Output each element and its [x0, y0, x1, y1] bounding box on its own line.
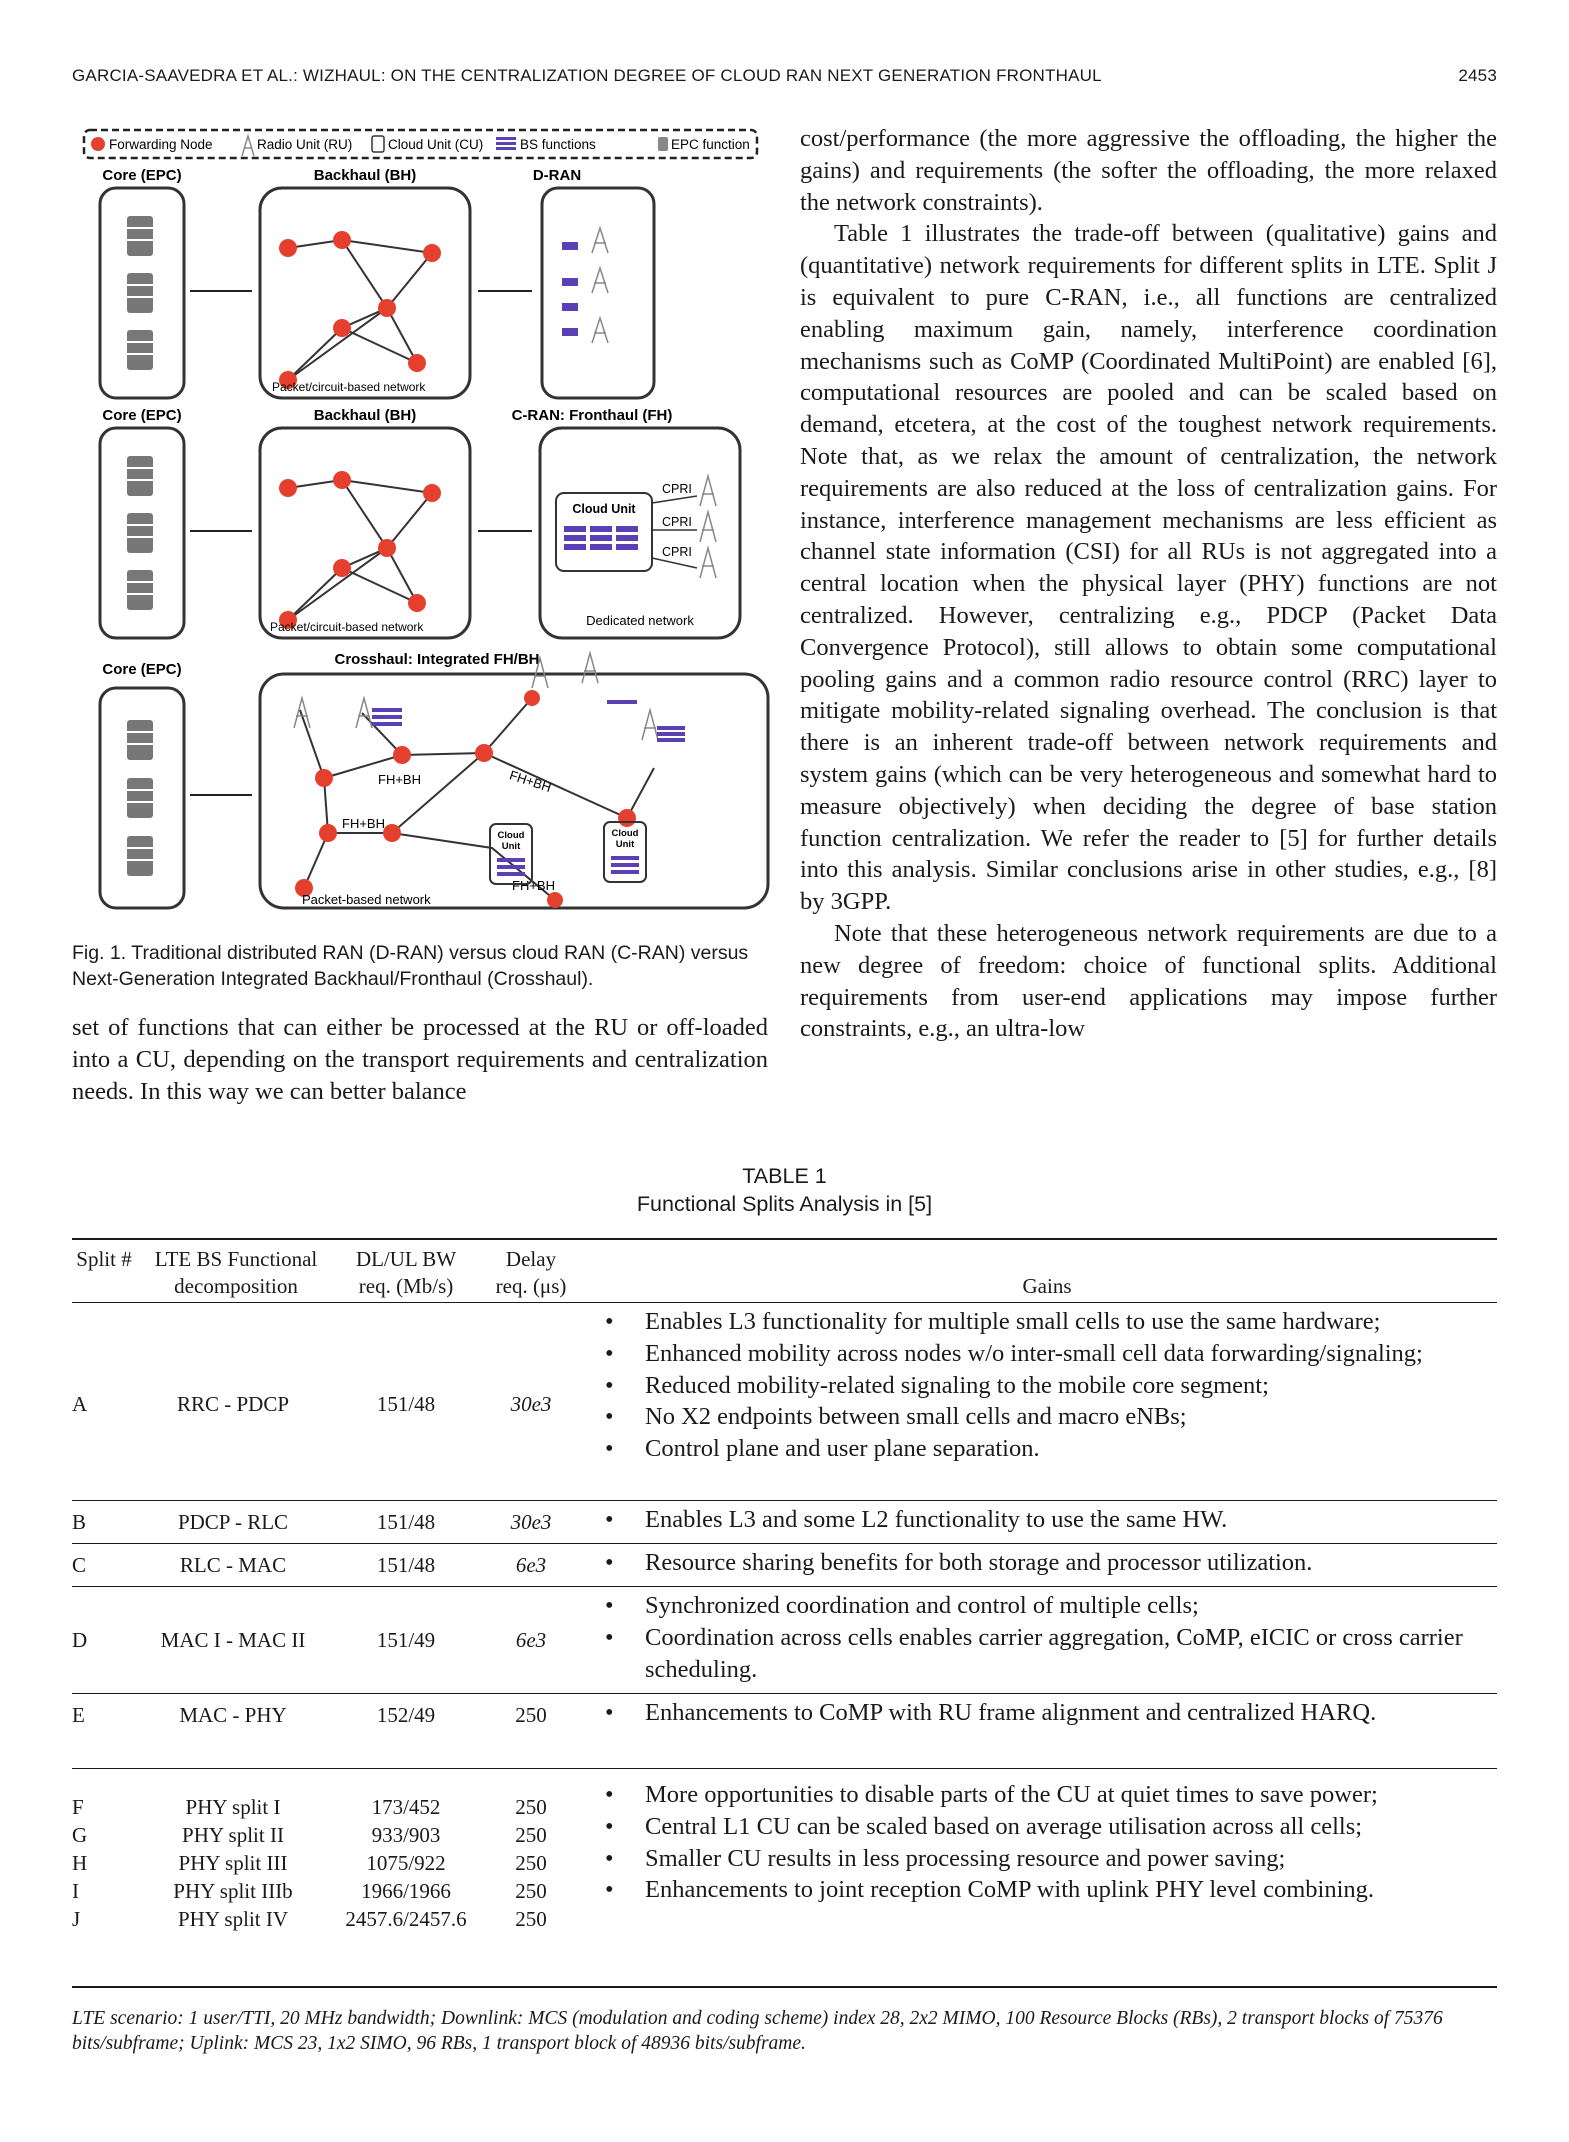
right-paragraph-1: cost/performance (the more aggressive the offloading, the higher the gains) and requirements (the softer the offloading, the more relaxed the network constraints).	[800, 125, 1497, 216]
svg-text:EPC function: EPC function	[671, 137, 750, 152]
svg-text:Forwarding Node: Forwarding Node	[109, 137, 213, 152]
gain-item: • Smaller CU results in less processing resource and power saving;	[597, 1843, 1497, 1875]
architecture-diagram	[72, 128, 772, 928]
header-bw-1: DL/UL BW	[355, 1247, 457, 1271]
left-column	[72, 1012, 768, 1107]
header-delay-2: req. (μs)	[495, 1274, 567, 1298]
svg-text:CPRI: CPRI	[662, 515, 692, 529]
figure-1	[72, 128, 772, 928]
table-header	[72, 1240, 1497, 1303]
radio-unit-legend-icon	[242, 136, 254, 156]
table-footnote: LTE scenario: 1 user/TTI, 20 MHz bandwidth; Downlink: MCS (modulation and coding scheme) index 28, 2x2 MIMO, 100 Resource Blocks (RBs), 2 transport blocks of 75376 bits/subframe; Uplink: MCS 23, 1x2 SIMO, 96 RBs, 1 transport block of 48936 bits/subframe.	[72, 2008, 1443, 2054]
panel-d-ran	[100, 167, 654, 398]
gain-item: • Coordination across cells enables carrier aggregation, CoMP, eICIC or cross carrier scheduling.	[597, 1622, 1497, 1686]
table-label: TABLE 1	[742, 1164, 827, 1188]
gain-item: • Central L1 CU can be scaled based on average utilisation across all cells;	[597, 1811, 1497, 1843]
svg-text:CPRI: CPRI	[662, 545, 692, 559]
right-column	[800, 123, 1497, 1045]
page-number: 2453	[1458, 66, 1497, 85]
svg-text:Packet-based network: Packet-based network	[302, 892, 431, 907]
bs-functions-legend-icon	[496, 137, 516, 150]
right-paragraph-2: Table 1 illustrates the trade-off between (qualitative) gains and (quantitative) network requirements for different splits in LTE. Split J is equivalent to pure C-RAN, i.e., all functions are centralized enabling maximum gain, namely, interference coordination mechanisms such as CoMP (Coordinated MultiPoint) are enabled [6], computational resources are pooled and can be scaled based on demand, etcetera, at the cost of the toughest network requirements. Note that, as we relax the amount of centralization, the network requirements are also reduced at the loss of centralization gains. For instance, interference management mechanisms are less efficient as channel state information (CSI) for all RUs is not aggregated into a central location when the physical layer (PHY) functions are not centralized. However, centralizing e.g., PDCP (Packet Data Convergence Protocol), still allows to obtain some computational pooling gains and a common radio resource control (RRC) layer to mitigate mobility-related signaling overhead. The conclusion is that there is an inherent trade-off between network requirements and system gains (which can be very heterogeneous and somewhat hard to measure objectively) when deciding the degree of base station function centralization. We refer the reader to [5] for further details into this analysis. Similar conclusions arise in other studies, e.g., [8] by 3GPP.	[800, 220, 1497, 916]
svg-text:FH+BH: FH+BH	[512, 878, 555, 893]
svg-text:Core (EPC): Core (EPC)	[102, 167, 182, 184]
svg-text:Crosshaul: Integrated FH/BH: Crosshaul: Integrated FH/BH	[334, 651, 540, 668]
gain-item: • No X2 endpoints between small cells and macro eNBs;	[597, 1401, 1497, 1433]
right-paragraph-3: Note that these heterogeneous network requirements are due to a new degree of freedom: choice of functional splits. Additional requirements from user-end applications may impose further constraints, e.g., an ultra-low	[800, 919, 1497, 1043]
table-row: C RLC - MAC 151/48 6e3 • Resource sharing benefits for both storage and processor utilization.	[72, 1547, 1497, 1587]
table-row: A RRC - PDCP 151/48 30e3 • Enables L3 functionality for multiple small cells to use the same hardware; • Enhanced mobility across nodes w/o inter-small cell data forwarding/signaling; • Reduced mobility-related signaling to the mobile core segment; • No X2 endpoints between small cells and macro eNBs; • Control plane and user plane separation.	[72, 1306, 1497, 1501]
header-split: Split #	[76, 1247, 132, 1271]
gain-item: • More opportunities to disable parts of the CU at quiet times to save power;	[597, 1779, 1497, 1811]
figure-caption: Fig. 1. Traditional distributed RAN (D-RAN) versus cloud RAN (C-RAN) versus Next-Generation Integrated Backhaul/Fronthaul (Crosshaul).	[72, 942, 749, 990]
svg-text:FH+BH: FH+BH	[342, 816, 385, 831]
gain-item: • Synchronized coordination and control of multiple cells;	[597, 1590, 1497, 1622]
svg-text:C-RAN: Fronthaul (FH): C-RAN: Fronthaul (FH)	[511, 407, 673, 424]
running-title: GARCIA-SAAVEDRA ET AL.: WIZHAUL: ON THE CENTRALIZATION DEGREE OF CLOUD RAN NEXT GENERATION FRONTHAUL	[72, 66, 1102, 85]
svg-text:Packet/circuit-based network: Packet/circuit-based network	[272, 380, 426, 394]
svg-text:FH+BH: FH+BH	[378, 772, 421, 787]
header-func-2: decomposition	[174, 1274, 298, 1298]
table-row: D MAC I - MAC II 151/49 6e3 • Synchronized coordination and control of multiple cells; • Coordination across cells enables carrier aggregation, CoMP, eICIC or cross carrier scheduling.	[72, 1590, 1497, 1694]
table-title-block	[0, 1162, 1569, 1218]
gain-item: • Resource sharing benefits for both storage and processor utilization.	[597, 1547, 1497, 1579]
svg-text:Unit: Unit	[501, 841, 521, 852]
table-row: B PDCP - RLC 151/48 30e3 • Enables L3 and some L2 functionality to use the same HW.	[72, 1504, 1497, 1544]
header-func-1: LTE BS Functional	[154, 1247, 318, 1271]
functional-splits-table	[72, 1238, 1497, 1988]
svg-text:Packet/circuit-based network: Packet/circuit-based network	[270, 620, 424, 634]
gain-item: • Enhanced mobility across nodes w/o inter-small cell data forwarding/signaling;	[597, 1338, 1497, 1370]
svg-text:Backhaul (BH): Backhaul (BH)	[313, 407, 417, 424]
svg-text:Dedicated network: Dedicated network	[586, 613, 694, 628]
svg-text:BS functions: BS functions	[520, 137, 596, 152]
gain-item: • Enables L3 functionality for multiple small cells to use the same hardware;	[597, 1306, 1497, 1338]
header-bw-2: req. (Mb/s)	[358, 1274, 454, 1298]
panel-crosshaul	[100, 651, 768, 908]
svg-text:Cloud: Cloud	[497, 830, 525, 841]
svg-text:Cloud: Cloud	[611, 828, 639, 839]
gain-item: • Enhancements to CoMP with RU frame alignment and centralized HARQ.	[597, 1697, 1497, 1729]
gain-item: • Reduced mobility-related signaling to the mobile core segment;	[597, 1370, 1497, 1402]
table-row-phy-splits: F G H I J PHY split I PHY split II PHY split III PHY split IIIb PHY split IV 173/452 933/903 1075/922 1966/1966 2457.6/2457.6 250 250 250 250 250 • More opportunities to disable parts of the CU at quiet times to save power; • Central L1 CU can be scaled based on average utilisation across all cells; • Smaller CU results in less processing resource and power saving; • Enhancements to joint reception CoMP with uplink PHY level combining.	[72, 1779, 1497, 1988]
table-title: Functional Splits Analysis in [5]	[636, 1192, 933, 1216]
svg-text:D-RAN: D-RAN	[532, 167, 582, 184]
svg-text:Unit: Unit	[615, 839, 635, 850]
gain-item: • Enhancements to joint reception CoMP with uplink PHY level combining.	[597, 1874, 1497, 1906]
svg-text:Radio Unit (RU): Radio Unit (RU)	[257, 137, 353, 152]
epc-function-legend-icon	[658, 137, 668, 151]
d-ran-box	[542, 188, 654, 398]
header-delay-1: Delay	[505, 1247, 557, 1271]
figure-legend	[84, 130, 757, 158]
forwarding-node-legend-icon	[91, 137, 105, 151]
svg-text:Core (EPC): Core (EPC)	[102, 407, 182, 424]
table-row: E MAC - PHY 152/49 250 • Enhancements to CoMP with RU frame alignment and centralized HARQ.	[72, 1697, 1497, 1769]
cloud-unit-legend-icon	[372, 136, 384, 152]
backhaul-box	[260, 188, 470, 398]
svg-text:Cloud Unit (CU): Cloud Unit (CU)	[388, 137, 484, 152]
header-gains: Gains	[1022, 1274, 1072, 1298]
svg-text:Backhaul (BH): Backhaul (BH)	[313, 167, 417, 184]
panel-c-ran	[100, 407, 740, 638]
gain-item: • Enables L3 and some L2 functionality to use the same HW.	[597, 1504, 1497, 1536]
svg-text:CPRI: CPRI	[662, 482, 692, 496]
svg-text:Core (EPC): Core (EPC)	[102, 661, 182, 678]
svg-text:FH+BH: FH+BH	[507, 767, 554, 795]
left-paragraph: set of functions that can either be processed at the RU or off-loaded into a CU, depending on the transport requirements and centralization needs. In this way we can better balance	[72, 1014, 768, 1105]
gain-item: • Control plane and user plane separation.	[597, 1433, 1497, 1465]
svg-text:Cloud Unit: Cloud Unit	[572, 502, 636, 516]
